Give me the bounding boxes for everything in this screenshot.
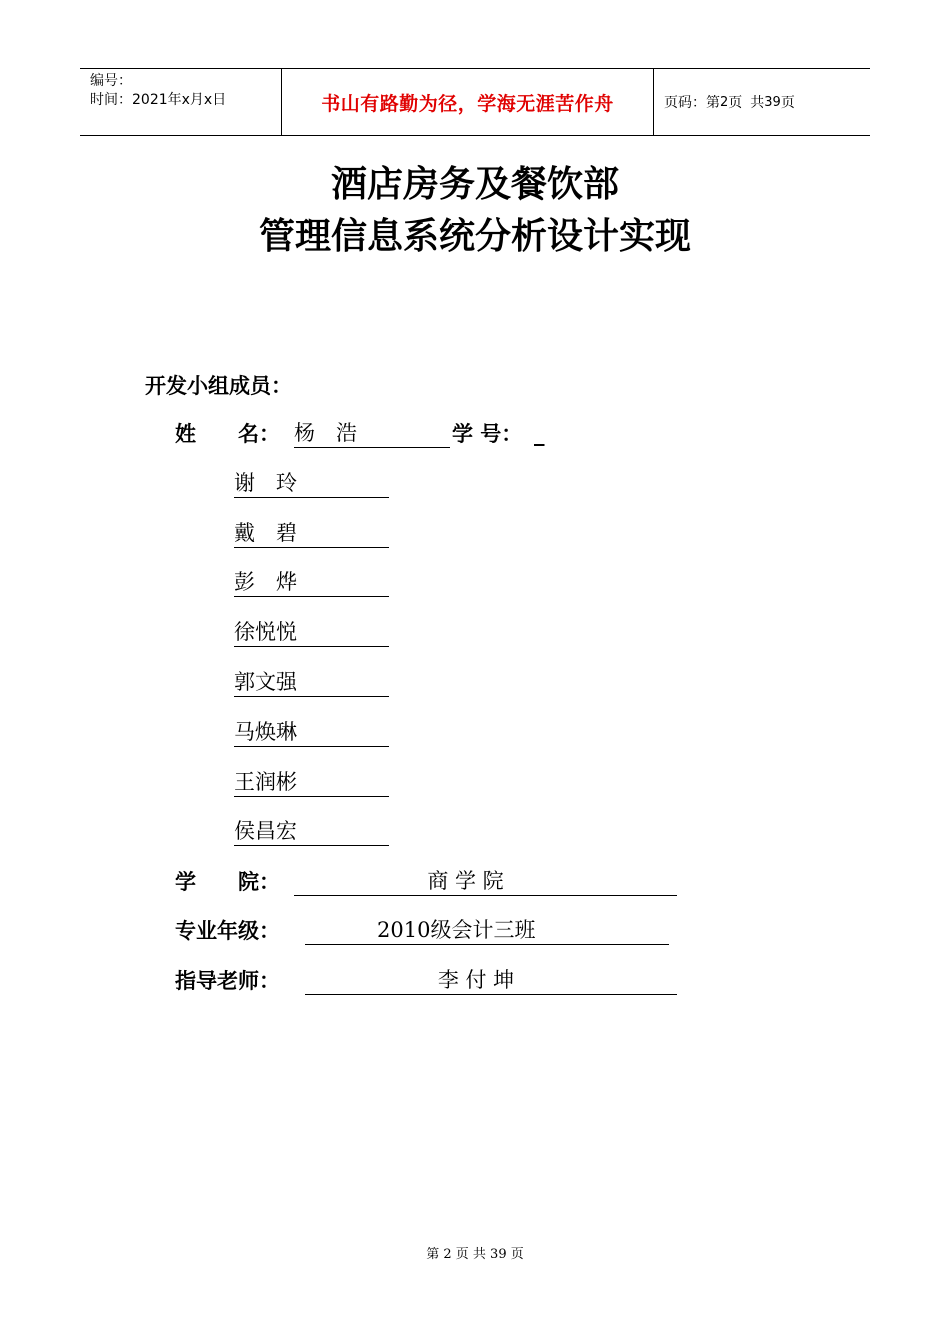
page-unit: 页 (728, 95, 743, 111)
member-name-3: 戴 碧 (234, 520, 389, 548)
page-number: 2 (720, 94, 729, 110)
total-number: 39 (764, 94, 781, 110)
member-name-6: 郭文强 (234, 669, 389, 697)
motto-text: 书山有路勤为径，学海无涯苦作舟 (321, 92, 614, 115)
header-page-cell (654, 69, 870, 135)
page-header (80, 68, 870, 136)
member-name-1: 杨 浩 (294, 420, 450, 448)
major-label: 专业年级： (175, 919, 280, 943)
page-prefix: 页码：第 (664, 95, 720, 111)
time-label: 时间：2021年x月x日 (90, 92, 227, 108)
name-label: 姓 名： (175, 422, 280, 446)
major-value: 2010级会计三班 (305, 917, 669, 945)
member-name-8: 王润彬 (234, 769, 389, 797)
total-unit: 页 (780, 95, 795, 111)
member-name-5: 徐悦悦 (234, 619, 389, 647)
advisor-value: 李 付 坤 (305, 967, 677, 995)
advisor-label: 指导老师： (175, 969, 280, 993)
members-heading: 开发小组成员： (145, 374, 292, 398)
student-id-label: 学 号： (452, 422, 523, 446)
member-name-9: 侯昌宏 (234, 818, 389, 846)
member-name-4: 彭 烨 (234, 569, 389, 597)
total-prefix: 共 (750, 95, 765, 111)
number-label: 编号： (90, 73, 132, 89)
member-name-2: 谢 玲 (234, 470, 389, 498)
student-id-value: _ (534, 422, 545, 446)
school-label: 学 院： (175, 870, 280, 894)
header-motto-cell (281, 69, 654, 135)
school-value: 商 学 院 (294, 868, 677, 896)
document-title-line1: 酒店房务及餐饮部 (330, 164, 619, 205)
document-title-line2: 管理信息系统分析设计实现 (258, 216, 691, 257)
member-name-7: 马焕琳 (234, 719, 389, 747)
page-footer: 第 2 页 共 39 页 (426, 1247, 524, 1262)
header-meta-cell (80, 69, 281, 135)
